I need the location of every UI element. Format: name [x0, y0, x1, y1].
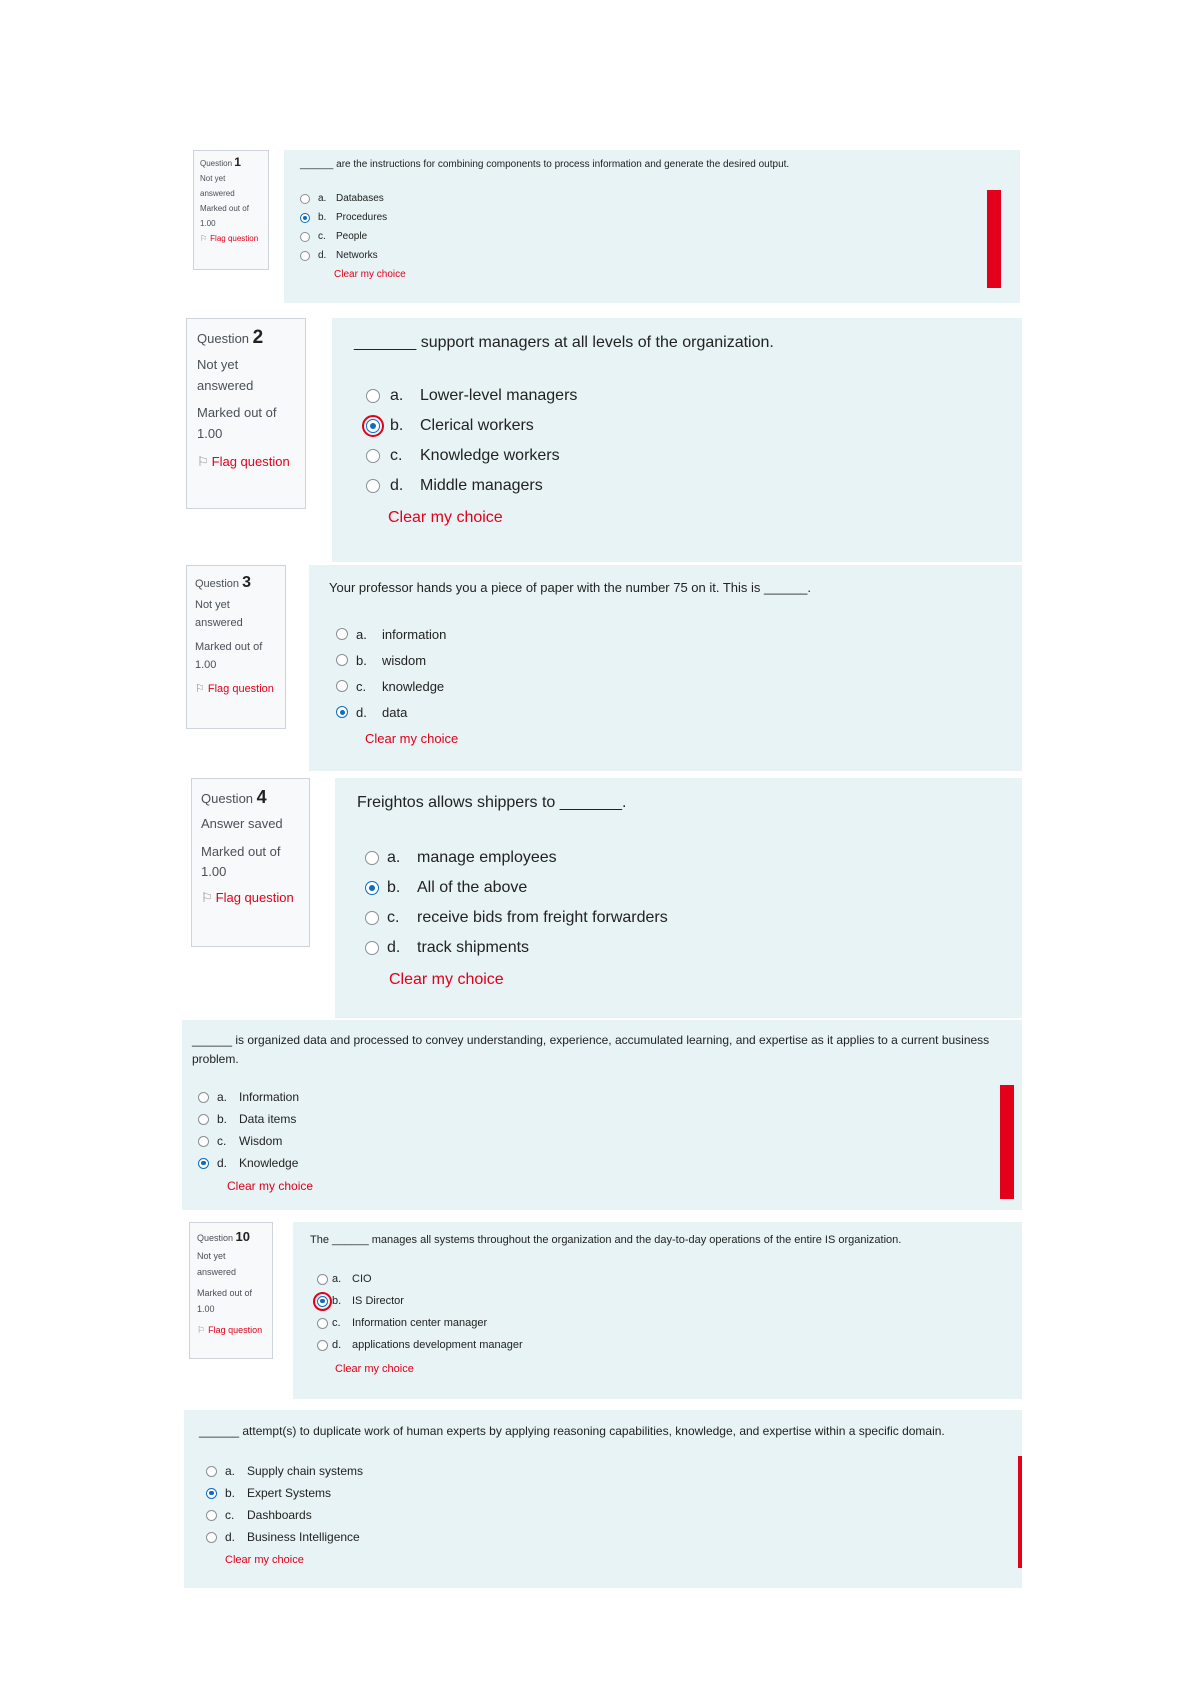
- option-label: manage employees: [417, 849, 557, 866]
- question-text: Your professor hands you a piece of paper with the number 75 on it. This is ______.: [329, 580, 812, 595]
- answer-option-b[interactable]: [365, 873, 1000, 903]
- option-label: People: [336, 231, 368, 242]
- option-letter: a.: [356, 626, 367, 642]
- question-number: Question 2: [197, 327, 264, 348]
- answer-option-d[interactable]: [366, 471, 1000, 501]
- question-number: Question 3: [195, 574, 251, 591]
- answer-option-b[interactable]: [198, 1108, 1012, 1130]
- answer-option-c[interactable]: [365, 903, 1000, 933]
- answer-option-a[interactable]: [206, 1460, 1007, 1482]
- option-letter: b.: [356, 652, 367, 668]
- question-mark: Marked out of 1.00: [200, 204, 249, 228]
- red-marker: [1000, 1085, 1014, 1199]
- answer-option-c[interactable]: [366, 441, 1000, 471]
- option-label: Wisdom: [239, 1134, 283, 1148]
- question-number: Question 4: [201, 787, 267, 807]
- radio-button[interactable]: [365, 941, 379, 955]
- radio-button[interactable]: [206, 1510, 217, 1521]
- answer-option-c[interactable]: [206, 1504, 1007, 1526]
- option-label: Lower-level managers: [420, 387, 578, 404]
- option-letter: c.: [225, 1508, 235, 1522]
- answer-option-d[interactable]: [198, 1152, 1012, 1174]
- question-text: ______ is organized data and processed to convey understanding, experience, accumulated learning, and expertise as it applies to a current business problem.: [192, 1033, 990, 1066]
- answer-option-a[interactable]: [198, 1086, 1012, 1108]
- radio-button-checked[interactable]: [336, 706, 348, 718]
- flag-question-link[interactable]: ⚐ Flag question: [200, 231, 262, 246]
- option-label: Data items: [239, 1112, 297, 1126]
- flag-question-link[interactable]: ⚐ Flag question: [195, 680, 277, 698]
- flag-icon: ⚐: [197, 454, 209, 469]
- radio-button[interactable]: [206, 1532, 217, 1543]
- flag-question-link[interactable]: ⚐ Flag question: [201, 888, 300, 908]
- question-1-content: [284, 150, 1020, 303]
- option-label: Clerical workers: [420, 417, 534, 434]
- question-3-content: [309, 565, 1022, 771]
- answer-options: [300, 189, 1004, 265]
- question-text: ______ are the instructions for combining components to process information and generate the desired output.: [300, 159, 790, 170]
- answer-options: [310, 1268, 1005, 1356]
- option-letter: c.: [390, 447, 403, 464]
- question-10-content: [293, 1222, 1022, 1399]
- option-label: Dashboards: [247, 1508, 312, 1522]
- question-text: _______ support managers at all levels of the organization.: [354, 334, 774, 351]
- answer-option-c[interactable]: [317, 1312, 1005, 1334]
- radio-button-checked[interactable]: [300, 213, 310, 223]
- question-number: Question 1: [200, 155, 241, 169]
- option-label: IS Director: [352, 1295, 404, 1307]
- question-text: ______ attempt(s) to duplicate work of human experts by applying reasoning capabilities, knowledge, and expertise within a specific domain.: [199, 1424, 945, 1438]
- radio-button[interactable]: [365, 911, 379, 925]
- option-label: Business Intelligence: [247, 1530, 360, 1544]
- option-label: Procedures: [336, 212, 388, 223]
- question-mark: Marked out of 1.00: [201, 844, 281, 879]
- option-label: Information center manager: [352, 1317, 488, 1329]
- question-2-info: [186, 318, 306, 509]
- question-mark: Marked out of 1.00: [195, 641, 263, 671]
- flag-question-link[interactable]: ⚐ Flag question: [197, 451, 295, 472]
- option-letter: b.: [318, 212, 327, 223]
- radio-button[interactable]: [300, 232, 310, 242]
- question-state: Answer saved: [201, 816, 283, 831]
- answer-option-d[interactable]: [365, 933, 1000, 963]
- option-letter: c.: [356, 678, 367, 694]
- radio-button[interactable]: [336, 628, 348, 640]
- option-letter: b.: [390, 417, 404, 434]
- option-letter: c.: [217, 1134, 227, 1148]
- radio-button[interactable]: [365, 851, 379, 865]
- radio-button-checked[interactable]: [317, 1296, 328, 1307]
- option-label: data: [382, 704, 408, 720]
- red-marker: [987, 190, 1001, 288]
- clear-my-choice-link[interactable]: Clear my choice: [225, 1554, 304, 1566]
- option-letter: c.: [318, 231, 326, 242]
- answer-options: [192, 1086, 1012, 1174]
- option-letter: b.: [332, 1295, 342, 1307]
- answer-option-a[interactable]: [300, 189, 1004, 208]
- option-letter: b.: [387, 879, 401, 896]
- question-2-content: [332, 318, 1022, 562]
- radio-button[interactable]: [336, 680, 348, 692]
- option-label: receive bids from freight forwarders: [417, 909, 668, 926]
- answer-option-b[interactable]: [336, 647, 1002, 673]
- answer-option-b[interactable]: [317, 1290, 1005, 1312]
- question-state: Not yet answered: [197, 357, 254, 393]
- question-5-content: [182, 1020, 1022, 1210]
- question-3-info: [186, 565, 286, 729]
- answer-options: [354, 381, 1000, 501]
- radio-button[interactable]: [300, 251, 310, 261]
- answer-option-d[interactable]: [336, 699, 1002, 725]
- radio-button[interactable]: [317, 1318, 328, 1329]
- clear-my-choice-link[interactable]: Clear my choice: [389, 971, 504, 988]
- answer-option-c[interactable]: [300, 227, 1004, 246]
- question-state: Not yet answered: [200, 174, 235, 198]
- clear-my-choice-link[interactable]: Clear my choice: [227, 1179, 314, 1193]
- option-letter: d.: [332, 1339, 342, 1351]
- radio-button[interactable]: [300, 194, 310, 204]
- question-7-content: [184, 1410, 1022, 1588]
- radio-button-checked[interactable]: [206, 1488, 217, 1499]
- option-letter: d.: [225, 1530, 236, 1544]
- answer-option-b[interactable]: [366, 411, 1000, 441]
- option-label: All of the above: [417, 879, 528, 896]
- option-letter: d.: [356, 704, 367, 720]
- red-marker: [1018, 1456, 1022, 1568]
- question-10-info: [189, 1222, 273, 1359]
- option-letter: a.: [318, 193, 327, 204]
- question-4-info: [191, 778, 310, 947]
- option-label: Supply chain systems: [247, 1464, 364, 1478]
- option-label: applications development manager: [352, 1339, 523, 1351]
- question-text: Freightos allows shippers to _______.: [357, 794, 627, 811]
- radio-button[interactable]: [198, 1136, 209, 1147]
- option-letter: a.: [217, 1090, 228, 1104]
- radio-button[interactable]: [206, 1466, 217, 1477]
- answer-option-c[interactable]: [198, 1130, 1012, 1152]
- option-label: Networks: [336, 250, 378, 261]
- flag-icon: ⚐: [195, 683, 205, 695]
- question-state: Not yet answered: [195, 599, 243, 629]
- answer-option-d[interactable]: [317, 1334, 1005, 1356]
- question-mark: Marked out of 1.00: [197, 1288, 253, 1314]
- question-state: Not yet answered: [197, 1251, 237, 1277]
- answer-options: [357, 843, 1000, 963]
- clear-my-choice-link[interactable]: Clear my choice: [334, 269, 406, 280]
- option-letter: a.: [387, 849, 401, 866]
- radio-button[interactable]: [317, 1340, 328, 1351]
- radio-button[interactable]: [336, 654, 348, 666]
- answer-options: [199, 1460, 1007, 1548]
- option-letter: d.: [217, 1156, 228, 1170]
- option-label: track shipments: [417, 939, 530, 956]
- radio-button-checked[interactable]: [198, 1158, 209, 1169]
- option-label: information: [382, 626, 447, 642]
- radio-button[interactable]: [317, 1274, 328, 1285]
- option-letter: d.: [318, 250, 327, 261]
- answer-option-a[interactable]: [317, 1268, 1005, 1290]
- clear-my-choice-link[interactable]: Clear my choice: [365, 731, 459, 746]
- answer-option-c[interactable]: [336, 673, 1002, 699]
- flag-icon: ⚐: [201, 890, 213, 905]
- answer-option-b[interactable]: [300, 208, 1004, 227]
- answer-option-a[interactable]: [366, 381, 1000, 411]
- answer-option-a[interactable]: [336, 621, 1002, 647]
- flag-question-link[interactable]: ⚐ Flag question: [197, 1322, 265, 1338]
- option-label: Databases: [336, 193, 384, 204]
- radio-button[interactable]: [366, 449, 380, 463]
- flag-icon: ⚐: [197, 1325, 206, 1335]
- radio-button-checked[interactable]: [365, 881, 379, 895]
- question-mark: Marked out of 1.00: [197, 405, 277, 441]
- question-1-info: [193, 150, 269, 270]
- radio-button[interactable]: [198, 1114, 209, 1125]
- option-label: Middle managers: [420, 477, 543, 494]
- answer-option-b[interactable]: [206, 1482, 1007, 1504]
- answer-options: [329, 621, 1002, 725]
- option-label: wisdom: [382, 652, 427, 668]
- radio-button-checked[interactable]: [366, 419, 380, 433]
- question-4-content: [335, 778, 1022, 1018]
- option-letter: b.: [217, 1112, 228, 1126]
- option-label: CIO: [352, 1273, 372, 1285]
- option-label: knowledge: [382, 678, 445, 694]
- option-letter: c.: [387, 909, 400, 926]
- option-label: Knowledge: [239, 1156, 299, 1170]
- radio-button[interactable]: [198, 1092, 209, 1103]
- answer-option-d[interactable]: [300, 246, 1004, 265]
- question-text: The ______ manages all systems throughout the organization and the day-to-day operations of the entire IS organization.: [310, 1234, 902, 1246]
- option-label: Information: [239, 1090, 300, 1104]
- option-letter: d.: [390, 477, 404, 494]
- option-letter: a.: [332, 1273, 342, 1285]
- option-letter: a.: [390, 387, 404, 404]
- option-label: Expert Systems: [247, 1486, 332, 1500]
- option-letter: a.: [225, 1464, 236, 1478]
- answer-option-d[interactable]: [206, 1526, 1007, 1548]
- option-label: Knowledge workers: [420, 447, 560, 464]
- radio-button[interactable]: [366, 479, 380, 493]
- question-number: Question 10: [197, 1229, 251, 1244]
- clear-my-choice-link[interactable]: Clear my choice: [335, 1363, 414, 1375]
- radio-button[interactable]: [366, 389, 380, 403]
- answer-option-a[interactable]: [365, 843, 1000, 873]
- clear-my-choice-link[interactable]: Clear my choice: [388, 509, 503, 526]
- option-letter: b.: [225, 1486, 236, 1500]
- option-letter: c.: [332, 1317, 341, 1329]
- flag-icon: ⚐: [200, 234, 208, 243]
- option-letter: d.: [387, 939, 401, 956]
